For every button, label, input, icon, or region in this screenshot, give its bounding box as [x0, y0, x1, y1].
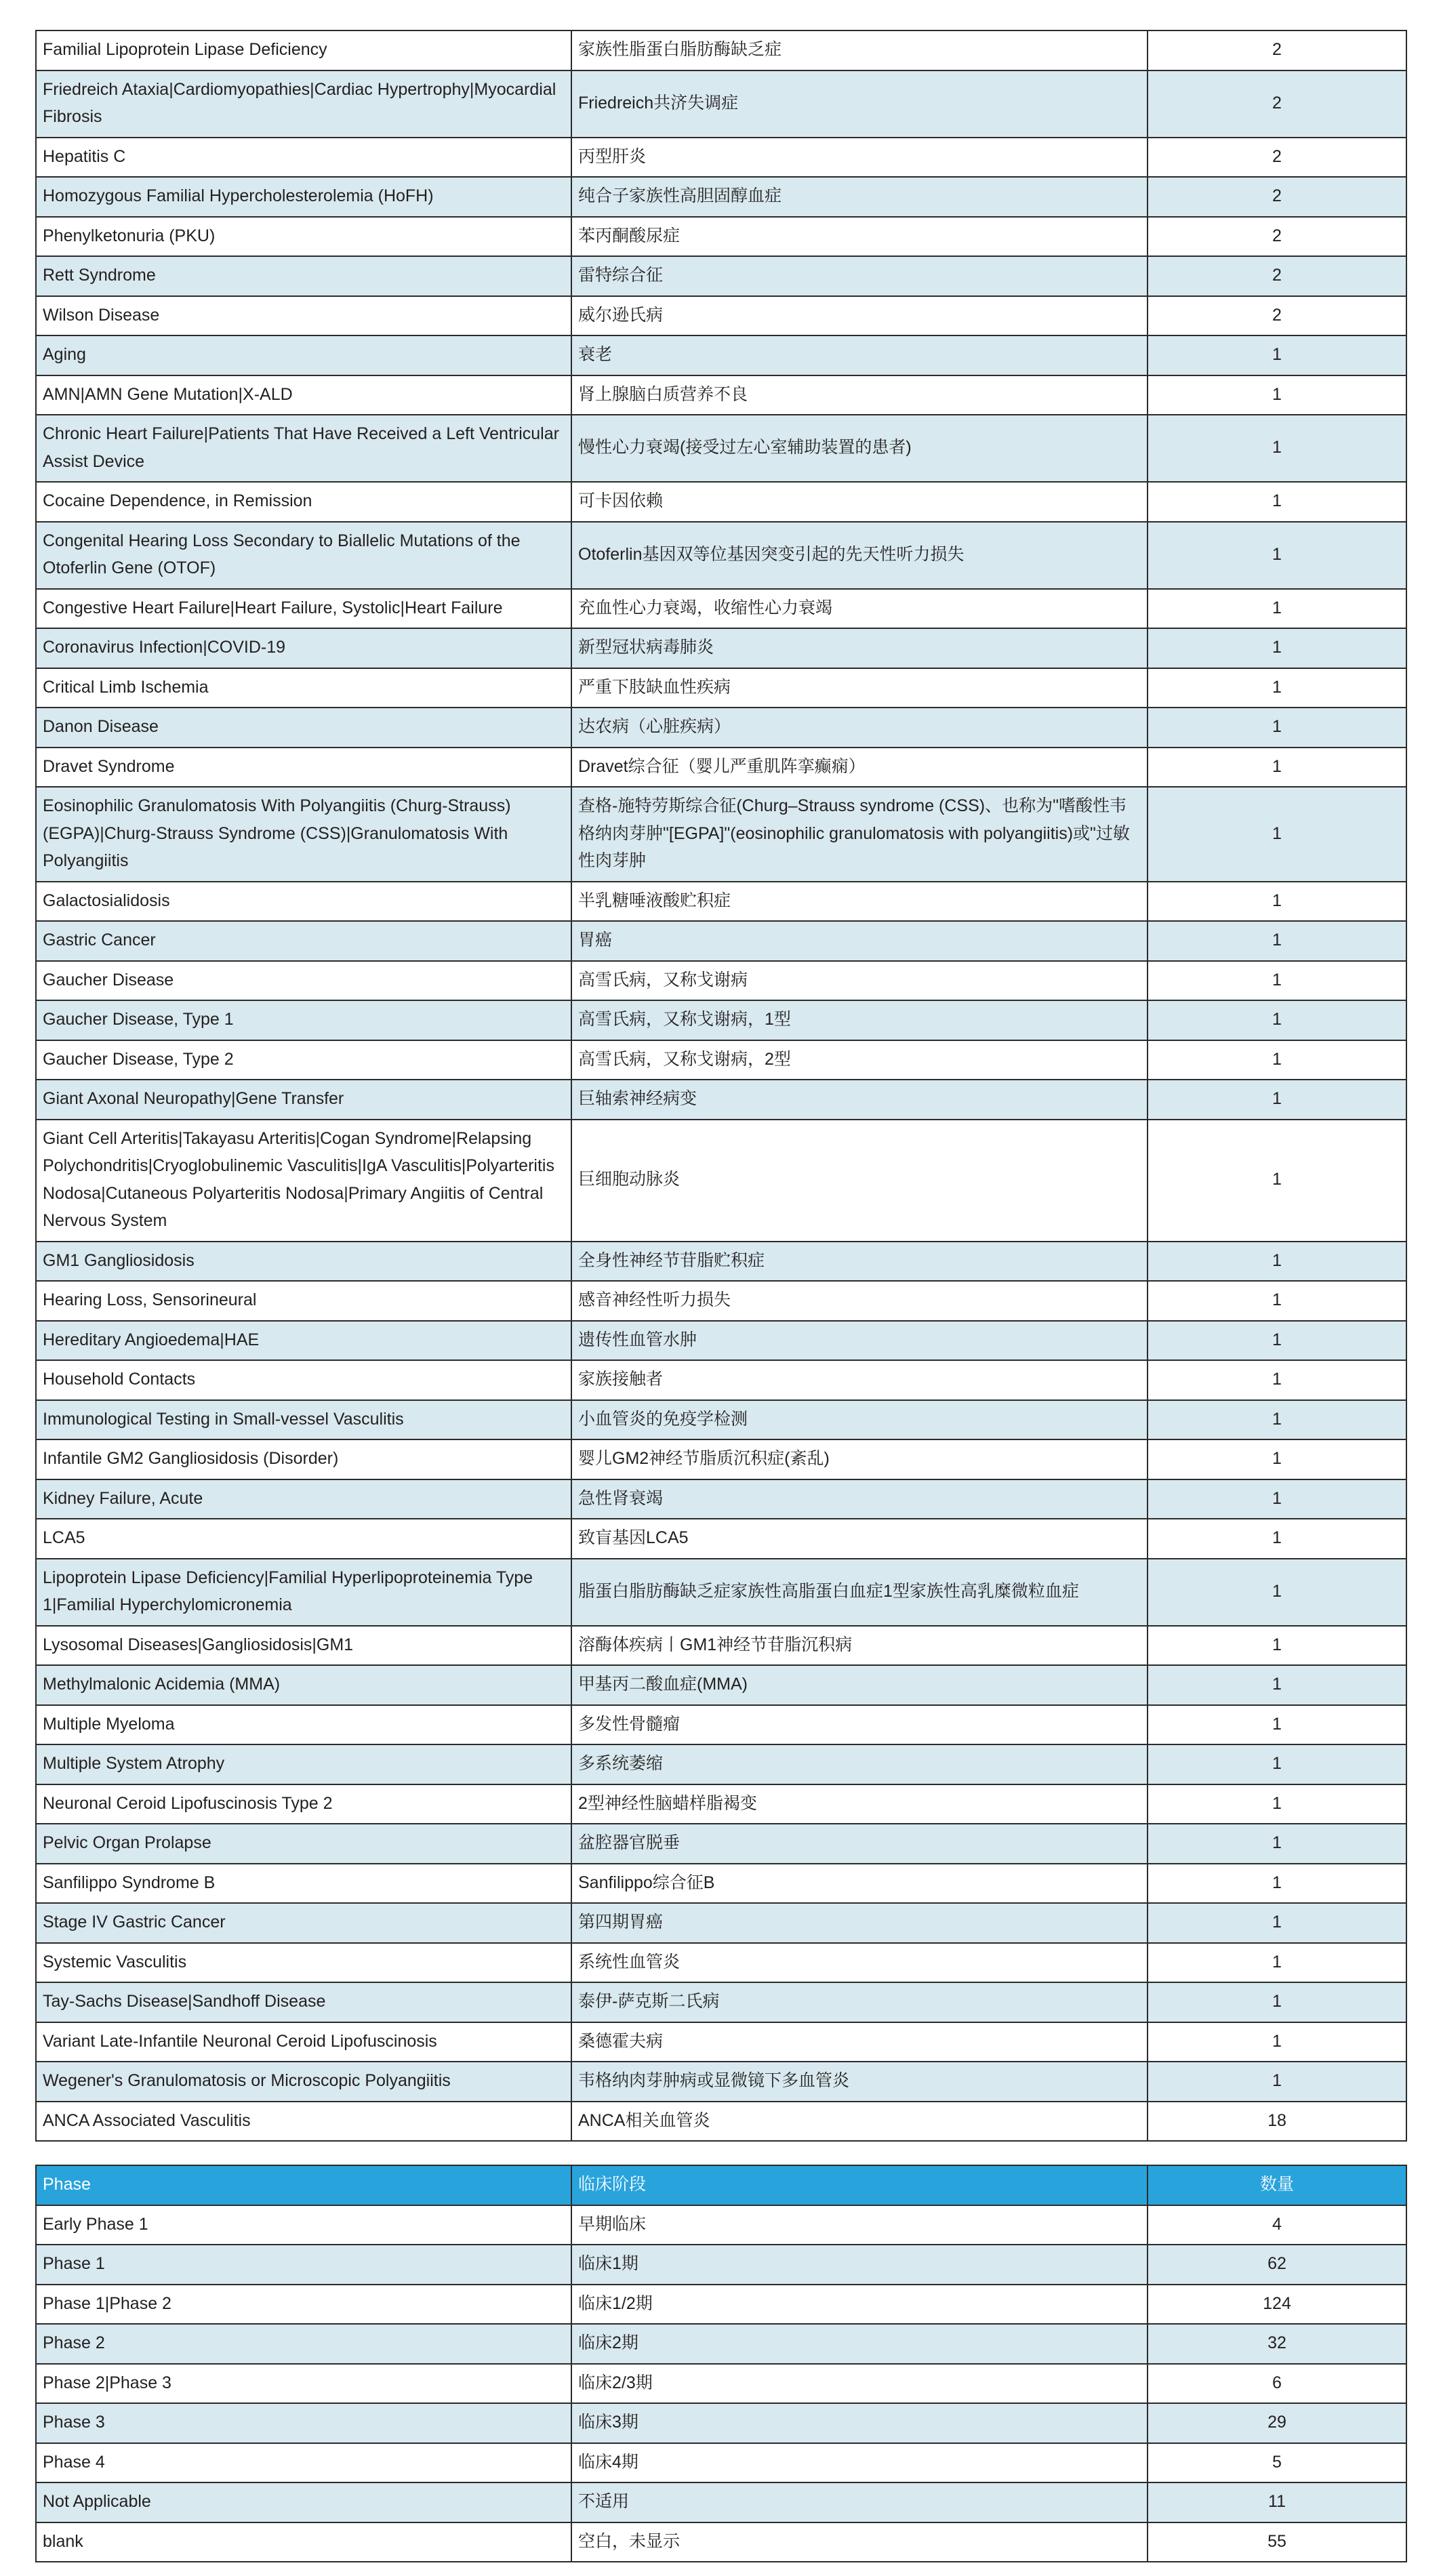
table-row — [36, 1281, 1406, 1321]
cell-count: 1 — [1148, 1519, 1406, 1559]
phase-count-table — [35, 2165, 1407, 2562]
cell-indication-en: Dravet Syndrome — [36, 748, 571, 788]
cell-count: 1 — [1148, 1321, 1406, 1361]
cell-count: 1 — [1148, 1903, 1406, 1943]
cell-count: 1 — [1148, 415, 1406, 482]
cell-indication-zh: 全身性神经节苷脂贮积症 — [571, 1242, 1148, 1282]
cell-count: 1 — [1148, 589, 1406, 629]
table-row — [36, 375, 1406, 415]
cell-indication-en: Sanfilippo Syndrome B — [36, 1864, 571, 1904]
table-row — [36, 70, 1406, 138]
cell-count: 1 — [1148, 628, 1406, 668]
cell-indication-zh: 第四期胃癌 — [571, 1903, 1148, 1943]
table-row — [36, 1943, 1406, 1983]
table-row — [36, 522, 1406, 589]
cell-indication-zh: 严重下肢缺血性疾病 — [571, 668, 1148, 708]
table-row — [36, 2205, 1406, 2245]
table-row — [36, 1242, 1406, 1282]
table-row — [36, 1321, 1406, 1361]
table-row — [36, 961, 1406, 1001]
cell-indication-zh: 临床1期 — [571, 2245, 1148, 2285]
cell-indication-en: Galactosialidosis — [36, 882, 571, 922]
table-row — [36, 2482, 1406, 2522]
cell-indication-zh: 巨细胞动脉炎 — [571, 1120, 1148, 1242]
cell-count: 1 — [1148, 335, 1406, 375]
cell-indication-zh: 小血管炎的免疫学检测 — [571, 1400, 1148, 1440]
cell-indication-en: ANCA Associated Vasculitis — [36, 2102, 571, 2142]
table-row — [36, 1040, 1406, 1080]
cell-count: 2 — [1148, 256, 1406, 296]
cell-indication-zh: 盆腔器官脱垂 — [571, 1824, 1148, 1864]
cell-count: 18 — [1148, 2102, 1406, 2142]
table-row — [36, 2324, 1406, 2364]
table-row — [36, 1000, 1406, 1040]
cell-count: 1 — [1148, 1824, 1406, 1864]
cell-indication-zh: 胃癌 — [571, 921, 1148, 961]
cell-count: 1 — [1148, 1242, 1406, 1282]
cell-indication-zh: 高雪氏病，又称戈谢病，1型 — [571, 1000, 1148, 1040]
cell-indication-en: Methylmalonic Acidemia (MMA) — [36, 1665, 571, 1705]
cell-count: 1 — [1148, 668, 1406, 708]
cell-indication-en: Cocaine Dependence, in Remission — [36, 482, 571, 522]
cell-indication-zh: 2型神经性脑蜡样脂褐变 — [571, 1784, 1148, 1824]
cell-indication-en: Tay-Sachs Disease|Sandhoff Disease — [36, 1982, 571, 2022]
cell-indication-en: Systemic Vasculitis — [36, 1943, 571, 1983]
header-phase-en: Phase — [36, 2165, 571, 2205]
header-count: 数量 — [1148, 2165, 1406, 2205]
cell-indication-zh: 丙型肝炎 — [571, 138, 1148, 178]
cell-indication-zh: 新型冠状病毒肺炎 — [571, 628, 1148, 668]
cell-indication-zh: 苯丙酮酸尿症 — [571, 217, 1148, 257]
table-row — [36, 1903, 1406, 1943]
cell-count: 1 — [1148, 1705, 1406, 1745]
cell-indication-en: LCA5 — [36, 1519, 571, 1559]
cell-indication-zh: 达农病（心脏疾病） — [571, 708, 1148, 748]
cell-indication-en: Phase 1|Phase 2 — [36, 2285, 571, 2325]
cell-indication-en: Giant Cell Arteritis|Takayasu Arteritis|Cogan Syndrome|Relapsing Polychondritis|Cryoglobulinemic Vasculitis|IgA Vasculitis|Polyarteritis Nodosa|Cutaneous Polyarteritis Nodosa|Primary Angiitis of Central Nervous System — [36, 1120, 571, 1242]
cell-count: 1 — [1148, 1982, 1406, 2022]
cell-indication-en: Gastric Cancer — [36, 921, 571, 961]
cell-count: 29 — [1148, 2403, 1406, 2443]
table-row — [36, 2022, 1406, 2062]
table-row — [36, 787, 1406, 882]
cell-indication-zh: 泰伊-萨克斯二氏病 — [571, 1982, 1148, 2022]
cell-indication-zh: 不适用 — [571, 2482, 1148, 2522]
cell-indication-en: Phase 1 — [36, 2245, 571, 2285]
cell-indication-en: Congestive Heart Failure|Heart Failure, Systolic|Heart Failure — [36, 589, 571, 629]
cell-indication-zh: 韦格纳肉芽肿病或显微镜下多血管炎 — [571, 2062, 1148, 2102]
cell-indication-zh: 溶酶体疾病丨GM1神经节苷脂沉积病 — [571, 1626, 1148, 1666]
table-separator — [35, 2142, 1406, 2165]
table-row — [36, 628, 1406, 668]
cell-count: 1 — [1148, 1626, 1406, 1666]
table-row — [36, 1744, 1406, 1784]
cell-count: 1 — [1148, 787, 1406, 882]
cell-count: 1 — [1148, 2022, 1406, 2062]
cell-count: 1 — [1148, 1360, 1406, 1400]
cell-indication-en: Aging — [36, 335, 571, 375]
cell-count: 1 — [1148, 882, 1406, 922]
cell-count: 1 — [1148, 1744, 1406, 1784]
table-row — [36, 1559, 1406, 1626]
cell-indication-zh: 雷特综合征 — [571, 256, 1148, 296]
cell-indication-zh: Friedreich共济失调症 — [571, 70, 1148, 138]
cell-indication-en: Phase 4 — [36, 2443, 571, 2483]
cell-indication-zh: 纯合子家族性高胆固醇血症 — [571, 177, 1148, 217]
table-row — [36, 1824, 1406, 1864]
table-row — [36, 482, 1406, 522]
table-row — [36, 1864, 1406, 1904]
cell-indication-en: Early Phase 1 — [36, 2205, 571, 2245]
cell-indication-zh: 威尔逊氏病 — [571, 296, 1148, 336]
table-row — [36, 1519, 1406, 1559]
cell-count: 1 — [1148, 482, 1406, 522]
cell-indication-en: Friedreich Ataxia|Cardiomyopathies|Cardiac Hypertrophy|Myocardial Fibrosis — [36, 70, 571, 138]
cell-count: 32 — [1148, 2324, 1406, 2364]
cell-indication-en: Multiple System Atrophy — [36, 1744, 571, 1784]
cell-indication-zh: 巨轴索神经病变 — [571, 1080, 1148, 1120]
cell-indication-zh: 肾上腺脑白质营养不良 — [571, 375, 1148, 415]
cell-indication-en: Phase 3 — [36, 2403, 571, 2443]
cell-indication-en: Gaucher Disease, Type 2 — [36, 1040, 571, 1080]
cell-count: 2 — [1148, 217, 1406, 257]
cell-indication-zh: 致盲基因LCA5 — [571, 1519, 1148, 1559]
cell-indication-en: Gaucher Disease, Type 1 — [36, 1000, 571, 1040]
cell-indication-zh: 婴儿GM2神经节脂质沉积症(紊乱) — [571, 1439, 1148, 1479]
table-row — [36, 1665, 1406, 1705]
table-row — [36, 2364, 1406, 2404]
table-row — [36, 415, 1406, 482]
cell-indication-zh: 衰老 — [571, 335, 1148, 375]
cell-indication-zh: 慢性心力衰竭(接受过左心室辅助装置的患者) — [571, 415, 1148, 482]
cell-count: 2 — [1148, 70, 1406, 138]
cell-count: 1 — [1148, 1943, 1406, 1983]
table-row — [36, 1120, 1406, 1242]
cell-indication-en: Variant Late-Infantile Neuronal Ceroid Lipofuscinosis — [36, 2022, 571, 2062]
cell-indication-en: Wegener's Granulomatosis or Microscopic Polyangiitis — [36, 2062, 571, 2102]
cell-count: 1 — [1148, 961, 1406, 1001]
cell-count: 2 — [1148, 296, 1406, 336]
cell-count: 6 — [1148, 2364, 1406, 2404]
cell-indication-zh: 脂蛋白脂肪酶缺乏症家族性高脂蛋白血症1型家族性高乳糜微粒血症 — [571, 1559, 1148, 1626]
cell-indication-en: Hearing Loss, Sensorineural — [36, 1281, 571, 1321]
table-row — [36, 1784, 1406, 1824]
cell-indication-en: Gaucher Disease — [36, 961, 571, 1001]
cell-indication-zh: 临床3期 — [571, 2403, 1148, 2443]
table-row — [36, 138, 1406, 178]
cell-indication-en: Household Contacts — [36, 1360, 571, 1400]
table-row — [36, 882, 1406, 922]
cell-indication-en: Homozygous Familial Hypercholesterolemia (HoFH) — [36, 177, 571, 217]
cell-count: 1 — [1148, 1040, 1406, 1080]
cell-indication-en: Rett Syndrome — [36, 256, 571, 296]
table-row — [36, 668, 1406, 708]
table-row — [36, 30, 1406, 70]
cell-count: 1 — [1148, 2062, 1406, 2102]
cell-indication-en: Not Applicable — [36, 2482, 571, 2522]
cell-count: 1 — [1148, 1080, 1406, 1120]
cell-indication-en: Phase 2|Phase 3 — [36, 2364, 571, 2404]
cell-indication-zh: 桑德霍夫病 — [571, 2022, 1148, 2062]
table-row — [36, 748, 1406, 788]
table-row — [36, 177, 1406, 217]
cell-count: 1 — [1148, 1120, 1406, 1242]
cell-count: 1 — [1148, 1864, 1406, 1904]
cell-count: 1 — [1148, 1559, 1406, 1626]
table-row — [36, 335, 1406, 375]
table-row — [36, 1479, 1406, 1519]
cell-indication-zh: 早期临床 — [571, 2205, 1148, 2245]
cell-indication-en: Coronavirus Infection|COVID-19 — [36, 628, 571, 668]
cell-count: 55 — [1148, 2522, 1406, 2562]
cell-indication-zh: 空白，未显示 — [571, 2522, 1148, 2562]
table-row — [36, 921, 1406, 961]
cell-indication-zh: ANCA相关血管炎 — [571, 2102, 1148, 2142]
cell-indication-en: AMN|AMN Gene Mutation|X-ALD — [36, 375, 571, 415]
table-row — [36, 2102, 1406, 2142]
table-row — [36, 1080, 1406, 1120]
cell-count: 11 — [1148, 2482, 1406, 2522]
cell-indication-zh: 高雪氏病，又称戈谢病 — [571, 961, 1148, 1001]
cell-indication-zh: 高雪氏病，又称戈谢病，2型 — [571, 1040, 1148, 1080]
table-row — [36, 2443, 1406, 2483]
cell-count: 1 — [1148, 375, 1406, 415]
cell-indication-en: Lipoprotein Lipase Deficiency|Familial Hyperlipoproteinemia Type 1|Familial Hyperchylomicronemia — [36, 1559, 571, 1626]
table-row — [36, 1982, 1406, 2022]
cell-count: 1 — [1148, 1281, 1406, 1321]
cell-count: 1 — [1148, 921, 1406, 961]
cell-count: 2 — [1148, 177, 1406, 217]
cell-count: 62 — [1148, 2245, 1406, 2285]
cell-indication-zh: 感音神经性听力损失 — [571, 1281, 1148, 1321]
table-row — [36, 296, 1406, 336]
table-row — [36, 2403, 1406, 2443]
cell-count: 1 — [1148, 1665, 1406, 1705]
table-row — [36, 1400, 1406, 1440]
cell-indication-en: Familial Lipoprotein Lipase Deficiency — [36, 30, 571, 70]
table-row — [36, 2062, 1406, 2102]
cell-count: 124 — [1148, 2285, 1406, 2325]
cell-indication-en: Stage IV Gastric Cancer — [36, 1903, 571, 1943]
cell-count: 4 — [1148, 2205, 1406, 2245]
cell-indication-en: Infantile GM2 Gangliosidosis (Disorder) — [36, 1439, 571, 1479]
cell-indication-zh: 临床2期 — [571, 2324, 1148, 2364]
cell-indication-en: Phase 2 — [36, 2324, 571, 2364]
cell-indication-en: Lysosomal Diseases|Gangliosidosis|GM1 — [36, 1626, 571, 1666]
cell-indication-en: Eosinophilic Granulomatosis With Polyangiitis (Churg-Strauss)(EGPA)|Churg-Strauss Syndrome (CSS)|Granulomatosis With Polyangiitis — [36, 787, 571, 882]
table-row — [36, 256, 1406, 296]
cell-indication-en: blank — [36, 2522, 571, 2562]
cell-indication-en: Critical Limb Ischemia — [36, 668, 571, 708]
cell-count: 1 — [1148, 522, 1406, 589]
cell-indication-zh: 甲基丙二酸血症(MMA) — [571, 1665, 1148, 1705]
cell-indication-en: GM1 Gangliosidosis — [36, 1242, 571, 1282]
cell-indication-en: Congenital Hearing Loss Secondary to Biallelic Mutations of the Otoferlin Gene (OTOF) — [36, 522, 571, 589]
table-row — [36, 2245, 1406, 2285]
cell-indication-zh: 临床2/3期 — [571, 2364, 1148, 2404]
cell-indication-zh: 家族接触者 — [571, 1360, 1148, 1400]
cell-indication-en: Neuronal Ceroid Lipofuscinosis Type 2 — [36, 1784, 571, 1824]
cell-count: 1 — [1148, 1000, 1406, 1040]
cell-count: 5 — [1148, 2443, 1406, 2483]
cell-indication-en: Chronic Heart Failure|Patients That Have Received a Left Ventricular Assist Device — [36, 415, 571, 482]
cell-indication-zh: 遗传性血管水肿 — [571, 1321, 1148, 1361]
cell-indication-en: Hepatitis C — [36, 138, 571, 178]
cell-indication-zh: 充血性心力衰竭，收缩性心力衰竭 — [571, 589, 1148, 629]
table-row — [36, 1360, 1406, 1400]
table-row — [36, 1705, 1406, 1745]
table-row — [36, 708, 1406, 748]
cell-indication-zh: 半乳糖唾液酸贮积症 — [571, 882, 1148, 922]
indication-count-table — [35, 30, 1407, 2142]
cell-count: 1 — [1148, 1784, 1406, 1824]
cell-indication-en: Pelvic Organ Prolapse — [36, 1824, 571, 1864]
cell-indication-zh: Sanfilippo综合征B — [571, 1864, 1148, 1904]
cell-indication-zh: 多发性骨髓瘤 — [571, 1705, 1148, 1745]
cell-indication-en: Hereditary Angioedema|HAE — [36, 1321, 571, 1361]
cell-indication-zh: 家族性脂蛋白脂肪酶缺乏症 — [571, 30, 1148, 70]
cell-indication-en: Giant Axonal Neuropathy|Gene Transfer — [36, 1080, 571, 1120]
cell-count: 2 — [1148, 30, 1406, 70]
cell-count: 1 — [1148, 1439, 1406, 1479]
table-row — [36, 1626, 1406, 1666]
table-row — [36, 2285, 1406, 2325]
cell-indication-en: Immunological Testing in Small-vessel Vasculitis — [36, 1400, 571, 1440]
table-row — [36, 2522, 1406, 2562]
header-phase-zh: 临床阶段 — [571, 2165, 1148, 2205]
cell-indication-zh: 查格-施特劳斯综合征(Churg–Strauss syndrome (CSS)、也称为"嗜酸性韦格纳肉芽肿"[EGPA]"(eosinophilic granulomatosis with polyangiitis)或"过敏性肉芽肿 — [571, 787, 1148, 882]
cell-indication-zh: 临床1/2期 — [571, 2285, 1148, 2325]
cell-indication-en: Kidney Failure, Acute — [36, 1479, 571, 1519]
cell-count: 1 — [1148, 708, 1406, 748]
cell-indication-zh: Dravet综合征（婴儿严重肌阵挛癫痫） — [571, 748, 1148, 788]
cell-indication-en: Danon Disease — [36, 708, 571, 748]
table-header-row — [36, 2165, 1406, 2205]
cell-indication-zh: 急性肾衰竭 — [571, 1479, 1148, 1519]
cell-indication-zh: 可卡因依赖 — [571, 482, 1148, 522]
cell-indication-zh: 临床4期 — [571, 2443, 1148, 2483]
cell-count: 2 — [1148, 138, 1406, 178]
cell-count: 1 — [1148, 748, 1406, 788]
cell-count: 1 — [1148, 1400, 1406, 1440]
table-row — [36, 217, 1406, 257]
cell-indication-zh: 系统性血管炎 — [571, 1943, 1148, 1983]
cell-indication-en: Multiple Myeloma — [36, 1705, 571, 1745]
cell-indication-zh: Otoferlin基因双等位基因突变引起的先天性听力损失 — [571, 522, 1148, 589]
table-row — [36, 589, 1406, 629]
cell-indication-en: Phenylketonuria (PKU) — [36, 217, 571, 257]
table-row — [36, 1439, 1406, 1479]
cell-indication-zh: 多系统萎缩 — [571, 1744, 1148, 1784]
cell-indication-en: Wilson Disease — [36, 296, 571, 336]
cell-count: 1 — [1148, 1479, 1406, 1519]
